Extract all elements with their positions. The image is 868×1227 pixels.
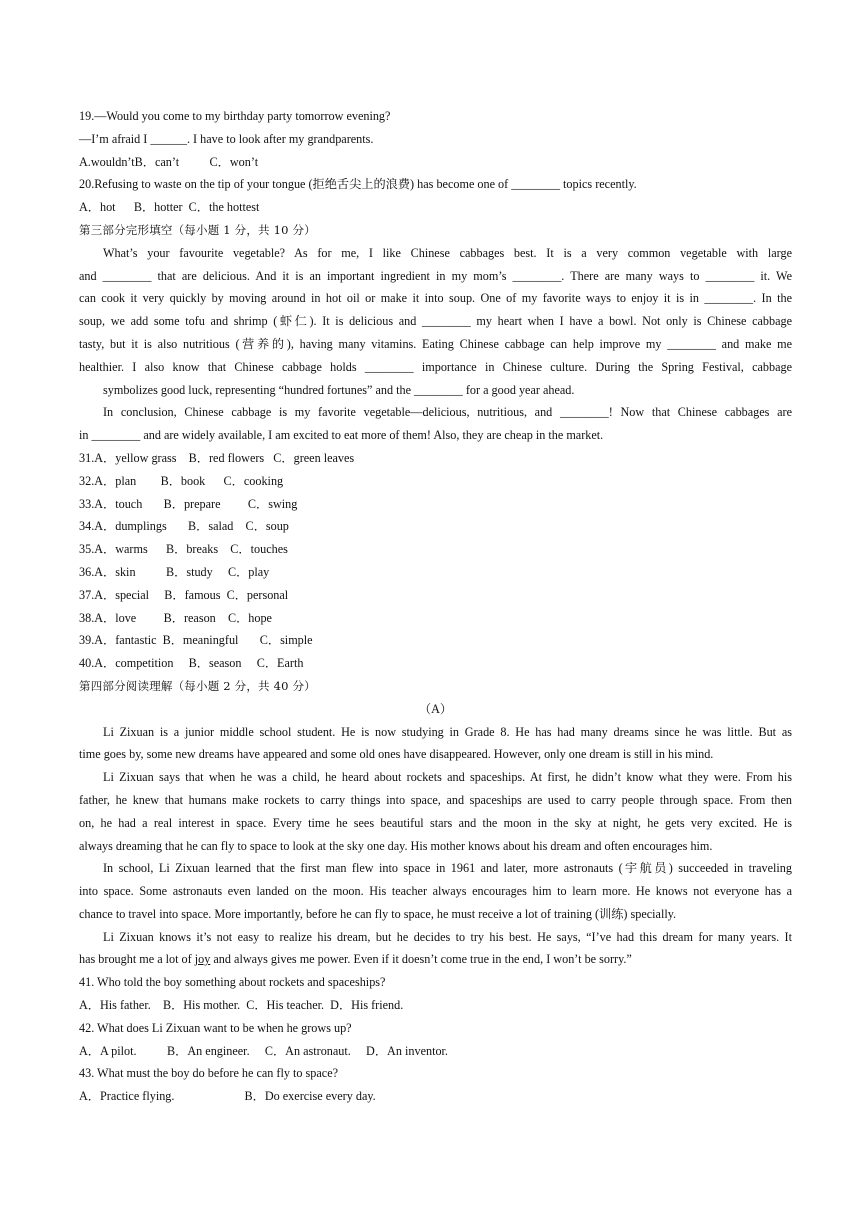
cloze-item-36: 36.A．skin B．study C．play bbox=[79, 564, 270, 579]
cloze-item-31: 31.A．yellow grass B．red flowers C．green leaves bbox=[79, 450, 355, 465]
q20-options: A．hot B．hotter C．the hottest bbox=[79, 200, 260, 215]
passage-line: on, he had a real interest in space. Every time he sees beautiful stars and the moon in the sky at night, he gets very excited. He is bbox=[79, 815, 792, 830]
passage-line: always dreaming that he can fly to space to look at the sky one day. His mother knows about his dream and often encourages him. bbox=[79, 838, 713, 853]
cloze-line: healthier. I also know that Chinese cabbage holds ________ importance in Chinese culture. During the Spring Festival, cabbage bbox=[79, 359, 792, 374]
question-43-options: A．Practice flying. B．Do exercise every day. bbox=[79, 1089, 376, 1104]
cloze-line: What’s your favourite vegetable? As for me, I like Chinese cabbages best. It is a very common vegetable with large bbox=[103, 245, 792, 260]
cloze-item-35: 35.A．warms B．breaks C．touches bbox=[79, 542, 288, 557]
passage-line: father, he knew that humans make rockets to carry things into space, and spaceships are used to carry people through space. From then bbox=[79, 792, 792, 807]
question-41-stem: 41. Who told the boy something about rockets and spaceships? bbox=[79, 975, 386, 990]
question-42-options: A．A pilot. B．An engineer. C．An astronaut. D．An inventor. bbox=[79, 1043, 448, 1058]
part4-heading: 第四部分阅读理解（每小题 2 分，共 40 分） bbox=[79, 678, 316, 693]
passage-line: chance to travel into space. More importantly, before he can fly to space, he must receive a lot of training (训练) specially. bbox=[79, 906, 677, 921]
passage-line: Li Zixuan says that when he was a child, he heard about rockets and spaceships. At first, he didn’t know what they were. From his bbox=[103, 770, 792, 785]
passage-line: into space. Some astronauts even landed on the moon. His teacher always encourages him to learn more. He knows not everyone has a bbox=[79, 884, 792, 899]
cloze-item-34: 34.A．dumplings B．salad C．soup bbox=[79, 519, 289, 534]
reading-questions bbox=[79, 971, 792, 1108]
cloze-line: tasty, but it is also nutritious (营养的), having many vitamins. Eating Chinese cabbage can help improve my ________ and make me bbox=[79, 336, 792, 351]
part3-heading: 第三部分完形填空（每小题 1 分，共 10 分） bbox=[79, 222, 316, 237]
cloze-line: and ________ that are delicious. And it is an important ingredient in my mom’s ________. There are many ways to ________ it. We bbox=[79, 268, 792, 283]
cloze-line: in ________ and are widely available, I am excited to eat more of them! Also, they are cheap in the market. bbox=[79, 428, 604, 443]
question-42-stem: 42. What does Li Zixuan want to be when he grows up? bbox=[79, 1020, 352, 1035]
cloze-options bbox=[79, 447, 792, 675]
reading-passage bbox=[79, 721, 792, 972]
cloze-item-33: 33.A．touch B．prepare C．swing bbox=[79, 496, 298, 511]
cloze-item-32: 32.A．plan B．book C．cooking bbox=[79, 473, 284, 488]
question-41-options: A．His father. B．His mother. C．His teacher. D．His friend. bbox=[79, 998, 404, 1013]
cloze-item-38: 38.A．love B．reason C．hope bbox=[79, 610, 272, 625]
section-label: （A） bbox=[418, 701, 453, 716]
cloze-item-39: 39.A．fantastic B．meaningful C．simple bbox=[79, 633, 313, 648]
exam-page bbox=[79, 105, 792, 1108]
q19-reply: —I’m afraid I ______. I have to look after my grandparents. bbox=[79, 131, 374, 146]
passage-line: In school, Li Zixuan learned that the first man flew into space in 1961 and later, more astronauts (宇航员) succeeded in traveling bbox=[103, 861, 792, 876]
cloze-item-37: 37.A．special B．famous C．personal bbox=[79, 587, 289, 602]
passage-line: Li Zixuan knows it’s not easy to realize his dream, but he decides to try his best. He says, “I’ve had this dream for many years. It bbox=[103, 929, 792, 944]
cloze-line: can cook it very quickly by moving around in hot oil or make it into soup. One of my favorite ways to enjoy it is in ________. In the bbox=[79, 291, 792, 306]
passage-line: time goes by, some new dreams have appeared and some old ones have disappeared. However, only one dream is still in his mind. bbox=[79, 747, 714, 762]
q20-stem: 20.Refusing to waste on the tip of your tongue (拒绝舌尖上的浪费) has become one of ________ topics recently. bbox=[79, 177, 637, 192]
question-43-stem: 43. What must the boy do before he can fly to space? bbox=[79, 1066, 339, 1081]
passage-line: Li Zixuan is a junior middle school student. He is now studying in Grade 8. He has had many dreams since he was little. But as bbox=[103, 724, 792, 739]
cloze-line: In conclusion, Chinese cabbage is my favorite vegetable—delicious, nutritious, and ________! Now that Chinese cabbages are bbox=[103, 405, 792, 420]
underlined-word: joy bbox=[194, 952, 211, 967]
cloze-line: soup, we add some tofu and shrimp (虾仁). It is delicious and ________ my heart when I have a bowl. Not only is Chinese cabbage bbox=[79, 314, 792, 329]
passage-text: and always gives me power. Even if it doesn’t come true in the end, I won’t be sorry.” bbox=[210, 952, 632, 967]
cloze-line: symbolizes good luck, representing “hundred fortunes” and the ________ for a good year ahead. bbox=[103, 382, 575, 397]
cloze-passage bbox=[79, 242, 792, 447]
passage-text: has brought me a lot of bbox=[79, 952, 195, 967]
passage-line bbox=[79, 948, 792, 971]
q19-options: A.wouldn’tB．can’t C．won’t bbox=[79, 154, 259, 169]
cloze-item-40: 40.A．competition B．season C．Earth bbox=[79, 656, 304, 671]
q19-stem: 19.—Would you come to my birthday party tomorrow evening? bbox=[79, 109, 391, 123]
